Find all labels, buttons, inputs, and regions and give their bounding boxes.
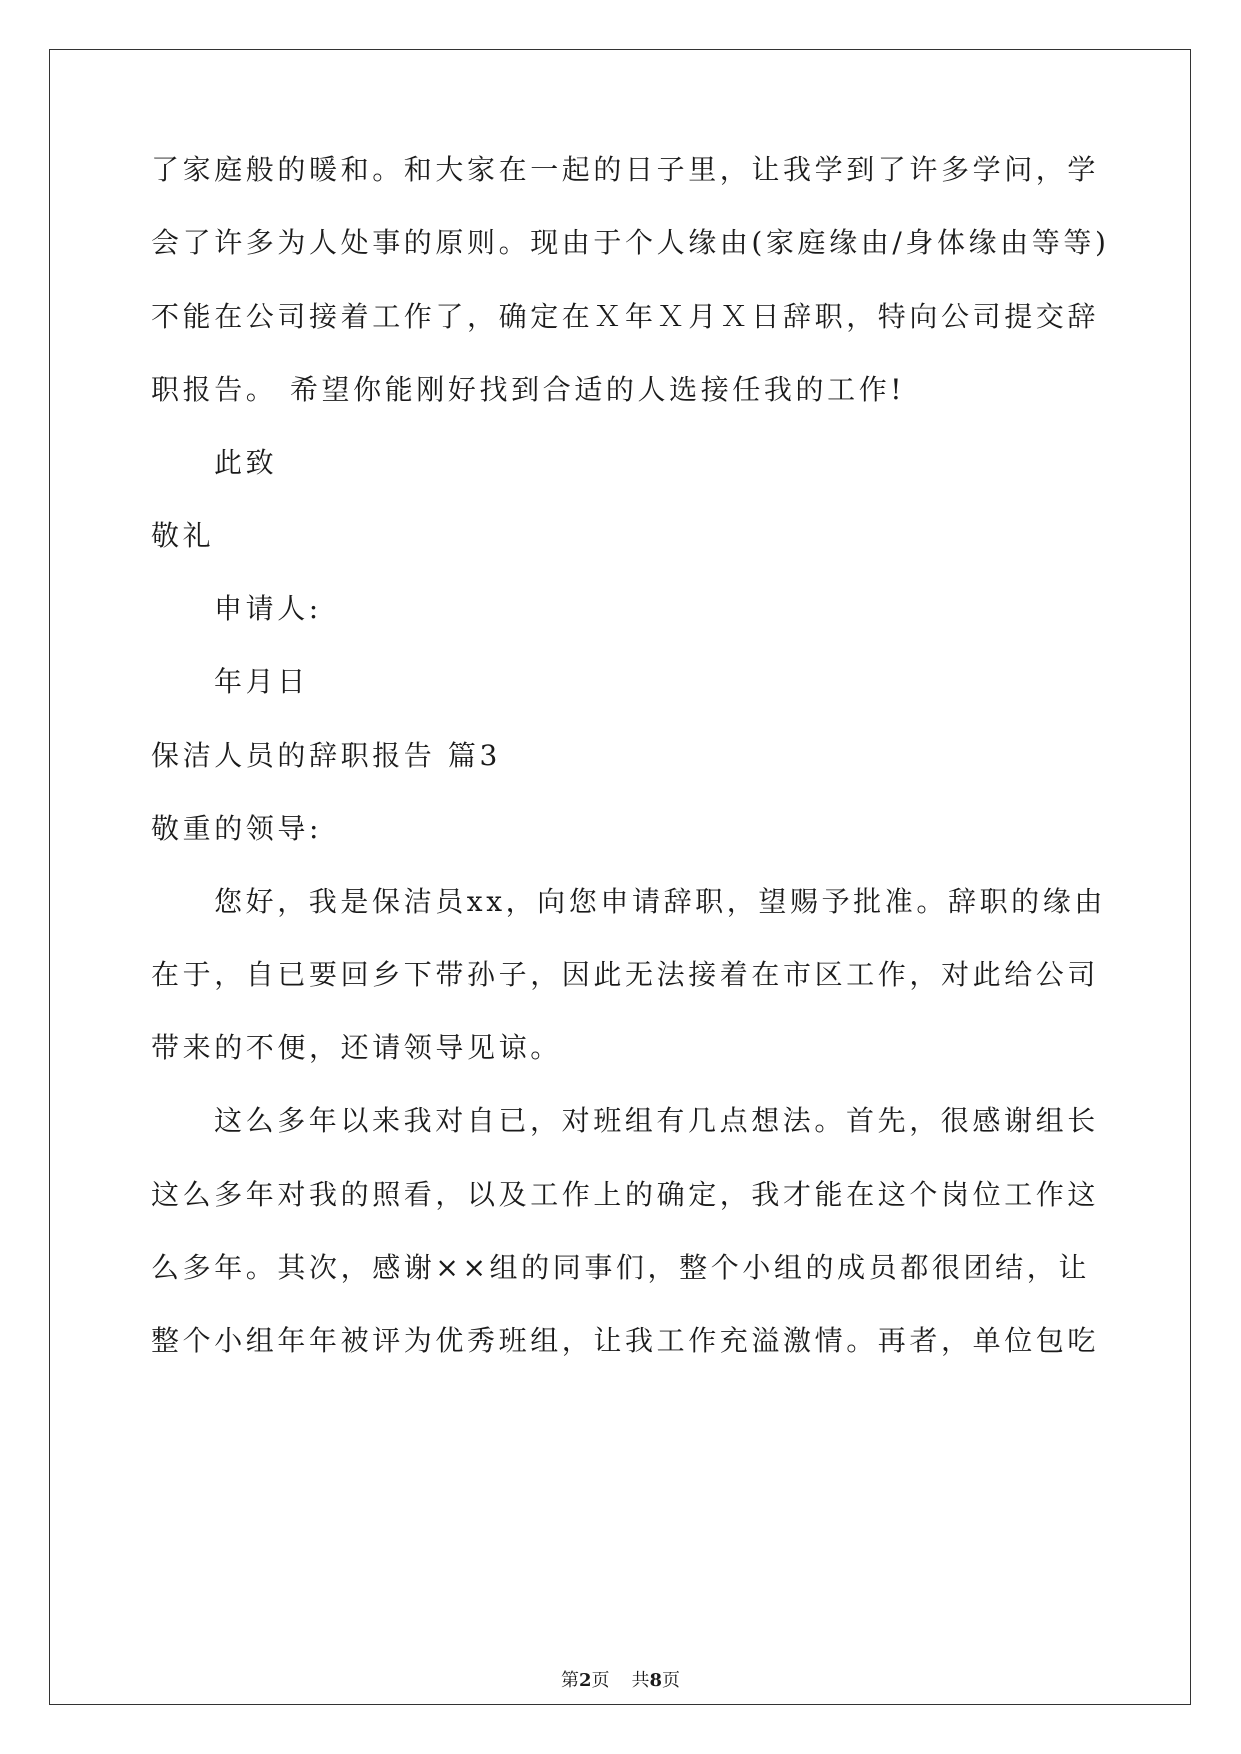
footer-total-prefix: 共 — [631, 1670, 650, 1691]
footer-page-number: 2 — [578, 1670, 592, 1691]
footer-total-pages: 8 — [649, 1670, 663, 1691]
page-footer — [0, 1669, 1241, 1693]
body-line-10: 么多年。其次，感谢××组的同事们，整个小组的成员都很团结，让 — [151, 1251, 1090, 1284]
body-line-2: 会了许多为人处事的原则。现由于个人缘由(家庭缘由/身体缘由等等) — [151, 226, 1110, 259]
greeting: 敬重的领导: — [151, 812, 323, 845]
body-line-6: 在于，自已要回乡下带孙子，因此无法接着在市区工作，对此给公司 — [151, 958, 1100, 991]
body-line-7: 带来的不便，还请领导见谅。 — [151, 1031, 562, 1064]
body-line-1: 了家庭般的暖和。和大家在一起的日子里，让我学到了许多学问，学 — [151, 153, 1100, 186]
closing-salutation: 此致 — [214, 446, 278, 479]
footer-page-suffix: 页 — [591, 1670, 610, 1691]
body-line-9: 这么多年对我的照看，以及工作上的确定，我才能在这个岗位工作这 — [151, 1178, 1100, 1211]
applicant-label: 申请人: — [214, 592, 322, 625]
closing-regards: 敬礼 — [151, 519, 215, 552]
section-title: 保洁人员的辞职报告 篇3 — [151, 739, 501, 772]
body-line-5: 您好，我是保洁员xx，向您申请辞职，望赐予批准。辞职的缘由 — [214, 885, 1106, 918]
body-line-3: 不能在公司接着工作了，确定在Ｘ年Ｘ月Ｘ日辞职，特向公司提交辞 — [151, 300, 1100, 333]
footer-prefix: 第 — [560, 1670, 579, 1691]
date-label: 年月日 — [214, 665, 309, 698]
footer-total-suffix: 页 — [662, 1670, 681, 1691]
body-line-11: 整个小组年年被评为优秀班组，让我工作充溢激情。再者，单位包吃 — [151, 1324, 1100, 1357]
body-line-4: 职报告。 希望你能刚好找到合适的人选接任我的工作! — [151, 373, 906, 406]
body-line-8: 这么多年以来我对自已，对班组有几点想法。首先，很感谢组长 — [214, 1104, 1099, 1137]
